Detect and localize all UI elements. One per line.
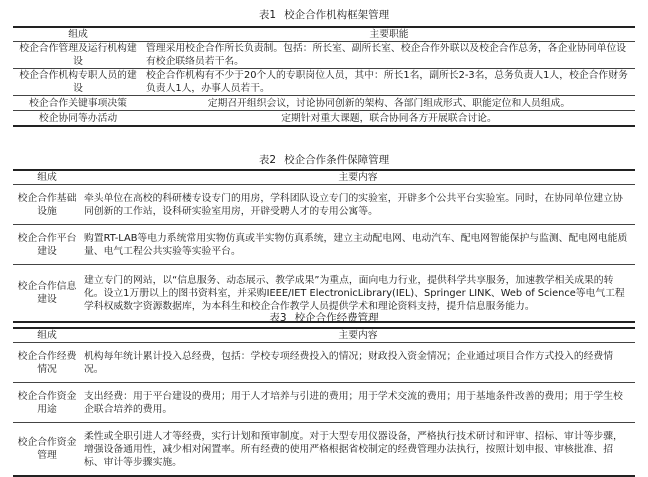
table1-header-row [13,27,635,42]
table2-row1-content: 牵头单位在高校的科研楼专设专门的用房，学科团队设立专门的实验室，开辟多个公共平台实验室。同时，在协同单位建立协同创新的工作站，设科研实验室用房，开辟受聘人才的专用公寓等。 [81,185,635,225]
table2-title: 校企合作条件保障管理 [284,154,390,166]
table2-row2-name: 校企合作平台建设 [13,225,81,265]
table1-row4-content: 定期针对重大课题，联合协同各方开展联合讨论。 [143,111,635,127]
table-row [13,343,635,383]
table2-caption [0,153,648,167]
table3-number: 表3 [269,312,287,324]
table2-header-composition: 组成 [13,170,81,185]
table-row [13,383,635,423]
table2-row2-content: 购置RT-LAB等电力系统常用实物仿真或半实物仿真系统，建立主动配电网、电动汽车、配电网智能保护与监测、配电网电能质量、电气工程公共实验等实验平台。 [81,225,635,265]
table-row [13,111,635,127]
table-row [13,185,635,225]
table-row [13,96,635,111]
table1-row1-content: 管理采用校企合作所长负责制。包括：所长室、副所长室、校企合作外联以及校企合作总务，各企业协同单位设有校企联络员若干名。 [143,42,635,69]
table2-row1-name: 校企合作基础设施 [13,185,81,225]
table-row [13,225,635,265]
table1-row3-content: 定期召开组织会议，讨论协同创新的架构、各部门组成形式、职能定位和人员组成。 [143,96,635,111]
table2-header-content: 主要内容 [81,170,635,185]
table1 [13,26,635,127]
table-row [13,69,635,96]
table3-row1-content: 机构每年统计累计投入总经费，包括：学校专项经费投入的情况；财政投入资金情况；企业通过项目合作方式投入的经费情况。 [81,343,635,383]
table2-number: 表2 [258,154,277,166]
table3-row2-name: 校企合作资金用途 [13,383,81,423]
table3-caption [0,311,648,325]
table-row [13,42,635,69]
table1-caption [0,8,648,22]
table3-header-content: 主要内容 [81,328,635,343]
table1-row3-name: 校企合作关键事项决策 [13,96,143,111]
table1-row2-content: 校企合作机构有不少于20个人的专职岗位人员，其中：所长1名，副所长2-3名，总务负责人1人，校企合作财务负责人1人，办事人员若干。 [143,69,635,96]
table1-row1-name: 校企合作管理及运行机构建设 [13,42,143,69]
table3-title: 校企合作经费管理 [294,312,379,324]
table-row [13,423,635,477]
table1-row4-name: 校企协同等办活动 [13,111,143,127]
table1-title: 校企合作机构框架管理 [284,9,390,21]
table2-header-row [13,170,635,185]
table3 [13,327,635,477]
table3-row3-content: 柔性或全职引进人才等经费，实行计划和预审制度。对于大型专用仪器设备，严格执行技术研讨和评审、招标、审计等步骤，增强设备通用性，减少相对闲置率。所有经费的使用严格根据省校制定的经费管理办法执行，按照计划申报、审核批准、招标、审计等步骤实施。 [81,423,635,477]
table2-row3-content: 建立专门的网站，以“信息服务、动态展示、教学成果”为重点，面向电力行业，提供科学共享服务，加速教学相关成果的转化。设立1万册以上的图书资料室，并采购IEEE/IET ElectronicLibrary(IEL)、Springer LINK、Web of Science等电气工程学科权威数字资源数据库，为本科生和校企合作教学人员提供学术和理论资料支持，提升信息服务能力。 [81,265,635,323]
table3-row2-content: 支出经费：用于平台建设的费用；用于人才培养与引进的费用；用于学术交流的费用；用于基地条件改善的费用；用于学生校企联合培养的费用。 [81,383,635,423]
table3-header-row [13,328,635,343]
table1-header-function: 主要职能 [143,27,635,42]
table1-row2-name: 校企合作机构专职人员的建设 [13,69,143,96]
table3-row1-name: 校企合作经费情况 [13,343,81,383]
table1-number: 表1 [258,9,277,21]
table1-header-composition: 组成 [13,27,143,42]
table2 [13,169,635,323]
table2-row3-name: 校企合作信息建设 [13,265,81,323]
table3-row3-name: 校企合作资金管理 [13,423,81,477]
table3-header-composition: 组成 [13,328,81,343]
